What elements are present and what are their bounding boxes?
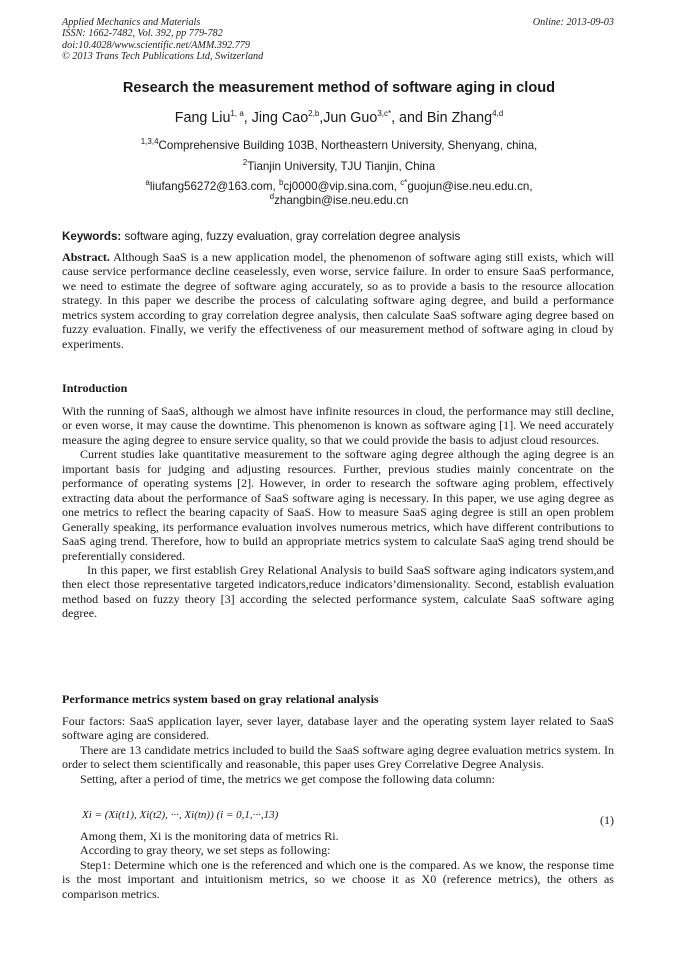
author-name: Jing Cao — [251, 110, 309, 126]
equation-1: Xi = (Xi(t1), Xi(t2), ···, Xi(tn)) (i = 0,1,···,13) — [82, 809, 279, 821]
affiliation-2 — [0, 160, 678, 173]
journal-header — [62, 17, 263, 63]
abstract-label: Abstract. — [62, 250, 110, 264]
email-address: guojun@ise.neu.edu.cn, — [407, 180, 533, 193]
affiliation-text: Comprehensive Building 103B, Northeastern University, Shenyang, china, — [158, 139, 538, 152]
abstract-text: Although SaaS is a new application model, the phenomenon of software aging still exists, which will cause service performance decline ceaselessly, even worse, service failure. In order to ensure SaaS performance, we need to estimate the degree of software aging accurately, so as to provide a basis to the resource allocation strategy. In this paper we describe the process of calculating software aging degree, and build a performance metrics system according to gray correlation degree analysis, then calculate SaaS software aging degree based on fuzzy evaluation. Finally, we verify the effectiveness of our measurement method of software aging in cloud by experiments. — [62, 250, 614, 351]
intro-paragraph-2: Current studies lake quantitative measurement to the software aging degree although the aging degree is an important basis for judging and adjusting resources. Further, previous studies mainly concentrate on the performance of operating systems [2]. However, in order to research the software aging problem, effectively extracting data about the performance of SaaS software aging is necessary. In this paper, we use aging degree as one metrics to reflect the bearing capacity of SaaS. How to measure SaaS aging degree is still an open problem Generally speaking, its performance evaluation involves numerous metrics, which have different contributions to SaaS aging trend. Therefore, how to build an appropriate metrics system to calculate SaaS aging trend should be preferentially considered. — [62, 447, 614, 563]
author-name: Fang Liu — [174, 110, 231, 126]
doi-line: doi:10.4028/www.scientific.net/AMM.392.779 — [62, 39, 250, 51]
author-list — [0, 110, 678, 126]
section-2-paragraph-3: Setting, after a period of time, the metrics we get compose the following data column: — [80, 771, 495, 786]
email-address: zhangbin@ise.neu.edu.cn — [274, 194, 409, 207]
affiliation-1 — [0, 139, 678, 152]
keywords — [62, 230, 622, 243]
email-address: liufang56272@163.com, — [149, 180, 279, 193]
paper-title: Research the measurement method of software aging in cloud — [122, 80, 556, 96]
email-superscript: b — [278, 178, 284, 188]
section-2-body — [62, 714, 614, 786]
section-2-body-continued — [62, 829, 614, 901]
email-address: cj0000@vip.sina.com, — [283, 180, 401, 193]
author-name: Bin Zhang — [426, 110, 493, 126]
keywords-text: software aging, fuzzy evaluation, gray correlation degree analysis — [121, 230, 461, 243]
introduction-heading: Introduction — [62, 381, 128, 395]
section-2-paragraph-2: There are 13 candidate metrics included to build the SaaS software aging degree evaluation metrics system. In order to select them scientifically and reasonable, this paper uses Grey Correlative Degree Analysis. — [62, 742, 614, 772]
affiliation-text: Tianjin University, TJU Tianjin, China — [247, 160, 436, 173]
intro-paragraph-1: With the running of SaaS, although we almost have infinite resources in cloud, the performance may still decline, or even worse, it may cause the downtime. This phenomenon is known as software aging [1]. We need accurately measure the aging degree to ensure service quality, so that we could provide the basis to adjust cloud resources. — [62, 404, 614, 447]
journal-name: Applied Mechanics and Materials — [62, 17, 201, 28]
email-superscript: d — [269, 192, 275, 202]
author-superscript: 3,c* — [377, 109, 392, 119]
issn-line: ISSN: 1662-7482, Vol. 392, pp 779-782 — [62, 28, 223, 40]
email-line-1 — [0, 180, 678, 194]
email-superscript: c* — [400, 178, 408, 188]
introduction-body — [62, 404, 614, 621]
author-superscript: 4,d — [492, 109, 504, 119]
keywords-label: Keywords: — [62, 230, 122, 243]
author-superscript: 1, a — [230, 109, 244, 119]
copyright-line: © 2013 Trans Tech Publications Ltd, Switzerland — [62, 51, 264, 63]
email-list — [0, 180, 678, 208]
email-line-2 — [0, 194, 678, 208]
author-name: Jun Guo — [323, 110, 378, 126]
email-superscript: a — [145, 178, 150, 188]
section-2-heading: Performance metrics system based on gray relational analysis — [62, 692, 379, 706]
section-2-paragraph-4: Among them, Xi is the monitoring data of metrics Ri. — [80, 829, 339, 843]
section-2-paragraph-1: Four factors: SaaS application layer, sever layer, database layer and the operating system layer related to SaaS software aging are considered. — [62, 714, 614, 743]
equation-number: (1) — [599, 813, 614, 827]
abstract — [62, 250, 614, 351]
section-2-paragraph-6: Step1: Determine which one is the referenced and which one is the compared. As we know, the response time is the most important and intuitionism metrics, so we choose it as X0 (reference metrics), the others as comparison metrics. — [62, 857, 614, 901]
affiliation-superscript: 2 — [242, 158, 248, 168]
author-superscript: 2,b — [308, 109, 320, 119]
affiliation-superscript: 1,3,4 — [140, 137, 159, 147]
section-2-paragraph-5: According to gray theory, we set steps as following: — [80, 843, 331, 858]
author-separator: , — [243, 110, 252, 126]
online-date: Online: 2013-09-03 — [532, 17, 614, 28]
author-separator: , — [319, 110, 324, 126]
author-separator: , and — [391, 110, 427, 126]
intro-paragraph-3: In this paper, we first establish Grey Relational Analysis to build SaaS software aging indicators system,and then elect those representative targeted indicators,reduce indicators’dimensionality. Second, establish evaluation method based on fuzzy theory [3] according the selected performance system, calculate SaaS software aging degree. — [62, 562, 614, 621]
